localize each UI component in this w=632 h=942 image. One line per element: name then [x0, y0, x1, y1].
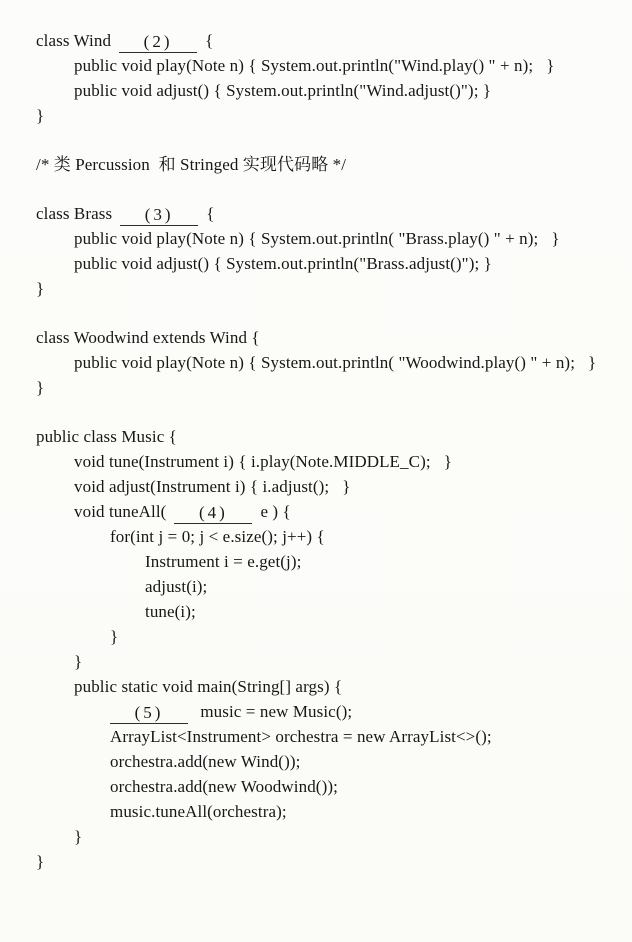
- code-line: [0, 749, 632, 774]
- blank-field-2: (2): [119, 30, 197, 53]
- code-text: }: [74, 652, 83, 671]
- code-text: }: [110, 627, 119, 646]
- code-line: [0, 774, 632, 799]
- code-line: [0, 574, 632, 599]
- blank-field-5: (5): [110, 701, 188, 724]
- code-text: }: [74, 827, 83, 846]
- code-line: [0, 78, 632, 103]
- code-listing: [0, 28, 632, 874]
- code-text: orchestra.add(new Wind());: [110, 752, 301, 771]
- code-text: public void adjust() { System.out.println("Brass.adjust()"); }: [74, 254, 492, 273]
- code-line: [0, 724, 632, 749]
- code-line: [0, 674, 632, 699]
- code-text: }: [36, 279, 45, 298]
- blank-field-4: (4): [174, 501, 252, 524]
- code-line: [0, 624, 632, 649]
- code-line: [0, 524, 632, 549]
- code-line: [0, 152, 632, 177]
- code-text: music.tuneAll(orchestra);: [110, 802, 287, 821]
- code-line: [0, 499, 632, 524]
- code-text: public void adjust() { System.out.println("Wind.adjust()"); }: [74, 81, 492, 100]
- empty-code-line: [0, 301, 632, 325]
- code-text: }: [36, 106, 45, 125]
- code-text: class Woodwind extends Wind {: [36, 328, 260, 347]
- empty-code-line: [0, 400, 632, 424]
- code-line: [0, 103, 632, 128]
- code-text: public class Music {: [36, 427, 177, 446]
- code-text: e ) {: [260, 502, 291, 521]
- code-line: [0, 799, 632, 824]
- code-line: [0, 424, 632, 449]
- code-text: adjust(i);: [145, 577, 208, 596]
- code-line: [0, 350, 632, 375]
- code-line: [0, 849, 632, 874]
- code-text: void adjust(Instrument i) { i.adjust(); }: [74, 477, 351, 496]
- code-text: void tuneAll(: [74, 502, 167, 521]
- code-line: [0, 251, 632, 276]
- code-text: public void play(Note n) { System.out.println("Wind.play() " + n); }: [74, 56, 555, 75]
- empty-code-line: [0, 177, 632, 201]
- code-text: public void play(Note n) { System.out.println( "Woodwind.play() " + n); }: [74, 353, 597, 372]
- code-line: [0, 549, 632, 574]
- code-text: ArrayList<Instrument> orchestra = new ArrayList<>();: [110, 727, 492, 746]
- code-text: }: [36, 378, 45, 397]
- code-line: [0, 699, 632, 724]
- code-text: public static void main(String[] args) {: [74, 677, 343, 696]
- code-text: }: [36, 852, 45, 871]
- code-text: void tune(Instrument i) { i.play(Note.MIDDLE_C); }: [74, 452, 452, 471]
- code-line: [0, 201, 632, 226]
- blank-field-3: (3): [120, 203, 198, 226]
- code-text: tune(i);: [145, 602, 196, 621]
- code-line: [0, 599, 632, 624]
- code-text: {: [206, 204, 215, 223]
- code-line: [0, 276, 632, 301]
- code-line: [0, 53, 632, 78]
- code-line: [0, 375, 632, 400]
- code-text: public void play(Note n) { System.out.println( "Brass.play() " + n); }: [74, 229, 560, 248]
- code-line: [0, 649, 632, 674]
- code-line: [0, 824, 632, 849]
- code-text: Instrument i = e.get(j);: [145, 552, 302, 571]
- code-text: for(int j = 0; j < e.size(); j++) {: [110, 527, 325, 546]
- code-line: [0, 226, 632, 251]
- code-text: orchestra.add(new Woodwind());: [110, 777, 338, 796]
- code-text: class Brass: [36, 204, 113, 223]
- code-line: [0, 474, 632, 499]
- code-text: class Wind: [36, 31, 112, 50]
- empty-code-line: [0, 128, 632, 152]
- code-line: [0, 28, 632, 53]
- code-line: [0, 325, 632, 350]
- code-text: music = new Music();: [196, 702, 353, 721]
- code-line: [0, 449, 632, 474]
- code-text: {: [205, 31, 214, 50]
- code-text: /* 类 Percussion 和 Stringed 实现代码略 */: [36, 155, 347, 174]
